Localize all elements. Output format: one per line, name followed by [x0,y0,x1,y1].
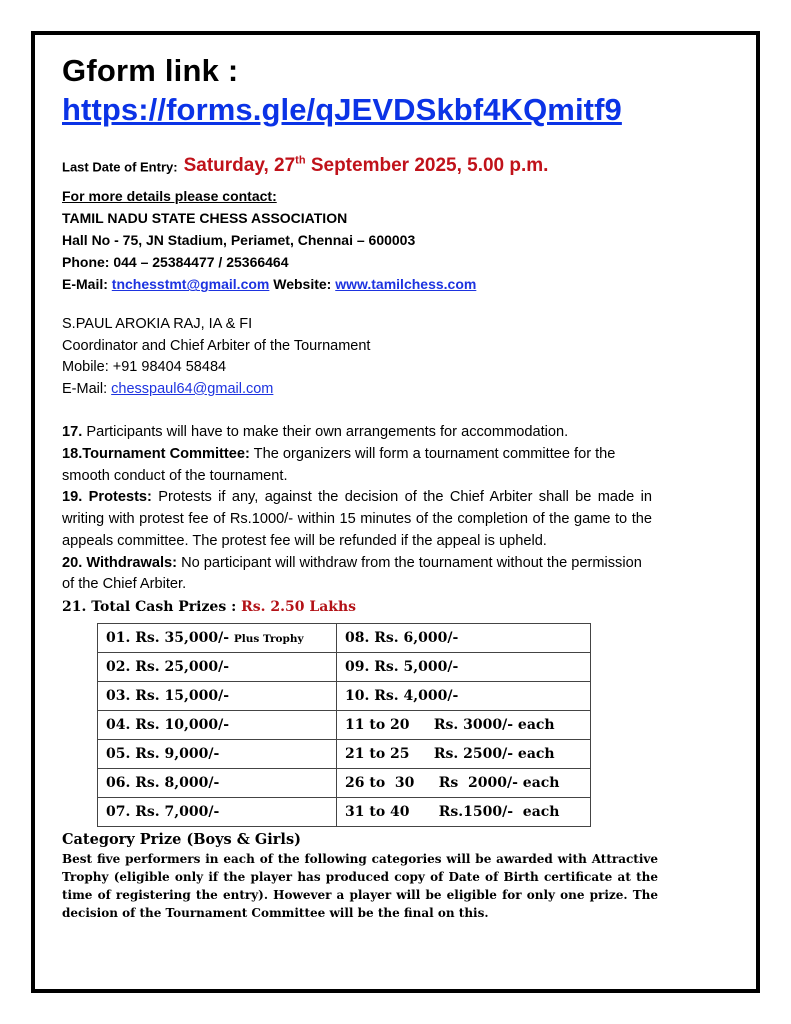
contact-org: TAMIL NADU STATE CHESS ASSOCIATION [62,210,348,227]
prize-left-note: Plus Trophy [233,632,304,645]
prize-row [98,652,591,681]
rule-number: 20. [62,554,83,571]
arbiter-mobile: Mobile: +91 98404 58484 [62,359,227,376]
rule-text: No participant will withdraw from the tournament without the permission of the Chief Arbiter. [62,554,642,593]
prize-cell-left [98,652,337,681]
contact-email-link[interactable]: tnchesstmt@gmail.com [111,276,270,293]
prize-cell-left [98,710,337,739]
contact-email-label: E-Mail: [62,276,112,293]
contact-block [62,185,682,295]
prize-left-text: 06. Rs. 8,000/- [106,774,220,791]
rule-title: Protests: [82,489,152,506]
rule-19 [62,487,652,552]
prize-left-text: 07. Rs. 7,000/- [106,803,220,820]
prize-row [98,797,591,826]
prize-left-text: 01. Rs. 35,000/- [106,629,234,646]
contact-address: Hall No - 75, JN Stadium, Periamet, Chennai – 600003 [62,232,416,249]
prize-left-text: 02. Rs. 25,000/- [106,658,229,675]
prize-cell-left [98,739,337,768]
rule-title: Withdrawals: [82,554,178,571]
category-title: Category Prize (Boys & Girls) [62,830,301,848]
prize-cell-left [98,768,337,797]
prize-left-text: 04. Rs. 10,000/- [106,716,229,733]
prize-row [98,681,591,710]
prize-table-body [98,623,591,826]
rule-text: Participants will have to make their own arrangements for accommodation. [82,424,569,441]
rule-number: 19. [62,489,83,506]
gform-link[interactable]: https://forms.gle/qJEVDSkbf4KQmitf9 [62,92,622,127]
prize-row [98,768,591,797]
contact-website-link[interactable]: www.tamilchess.com [335,276,477,293]
contact-phone: Phone: 044 – 25384477 / 25366464 [62,254,289,271]
prize-cell-right: 26 to 30 Rs 2000/- each [337,768,591,797]
prize-cell-right: 09. Rs. 5,000/- [337,652,591,681]
contact-heading: For more details please contact: [62,188,277,205]
prize-cell-right: 10. Rs. 4,000/- [337,681,591,710]
last-date-rest: September 2025, 5.00 p.m. [305,155,549,177]
prize-row [98,710,591,739]
prize-cell-right: 11 to 20 Rs. 3000/- each [337,710,591,739]
last-date-value [184,155,549,176]
gform-label: Gform link : [62,53,239,88]
arbiter-email-line [62,379,682,401]
arbiter-block [62,314,682,400]
prize-row [98,623,591,652]
prize-cell-right: 21 to 25 Rs. 2500/- each [337,739,591,768]
arbiter-role: Coordinator and Chief Arbiter of the Tournament [62,337,371,354]
prize-total: Rs. 2.50 Lakhs [241,598,357,615]
prize-cell-right: 08. Rs. 6,000/- [337,623,591,652]
arbiter-email-label: E-Mail: [62,380,112,397]
contact-email-line [62,273,682,295]
prize-row [98,739,591,768]
document-content [62,52,682,922]
contact-website-label: Website: [269,276,336,293]
arbiter-email-link[interactable]: chesspaul64@gmail.com [111,380,274,397]
arbiter-name: S.PAUL AROKIA RAJ, IA & FI [62,316,253,333]
prize-heading-label: 21. Total Cash Prizes : [62,598,242,615]
rule-number: 18. [62,446,83,463]
last-date-label: Last Date of Entry: [62,159,178,175]
last-date-suffix: th [295,155,306,167]
prize-left-text: 03. Rs. 15,000/- [106,687,229,704]
rule-20 [62,553,652,596]
rule-18 [62,444,652,487]
prize-table [97,623,591,827]
rule-title: Tournament Committee: [82,446,250,463]
prize-cell-left [98,797,337,826]
category-text: Best five performers in each of the following categories will be awarded with Attractive Trophy (eligible only if the player has produced copy of Date of Birth certificate at the time of registering the entry). However a player will be eligible for only one prize. The decision of the Tournament Committee will be the final on this. [62,851,658,920]
last-date-line [62,148,682,181]
last-date-day: Saturday, 27 [183,155,296,177]
prize-cell-left [98,623,337,652]
prize-left-text: 05. Rs. 9,000/- [106,745,220,762]
rule-number: 17. [62,424,83,441]
prize-cell-left [98,681,337,710]
rule-text: The organizers will form a tournament committee for the smooth conduct of the tournament. [62,446,616,484]
rule-17 [62,422,652,444]
prize-cell-right: 31 to 40 Rs.1500/- each [337,797,591,826]
rule-text: Protests if any, against the decision of the Chief Arbiter shall be made in writing with protest fee of Rs.1000/- within 15 minutes of the completion of the game to the appeals committee. The protest fee will be refunded if the appeal is upheld. [62,489,652,549]
prize-heading [62,596,682,618]
rules-block [62,422,652,596]
